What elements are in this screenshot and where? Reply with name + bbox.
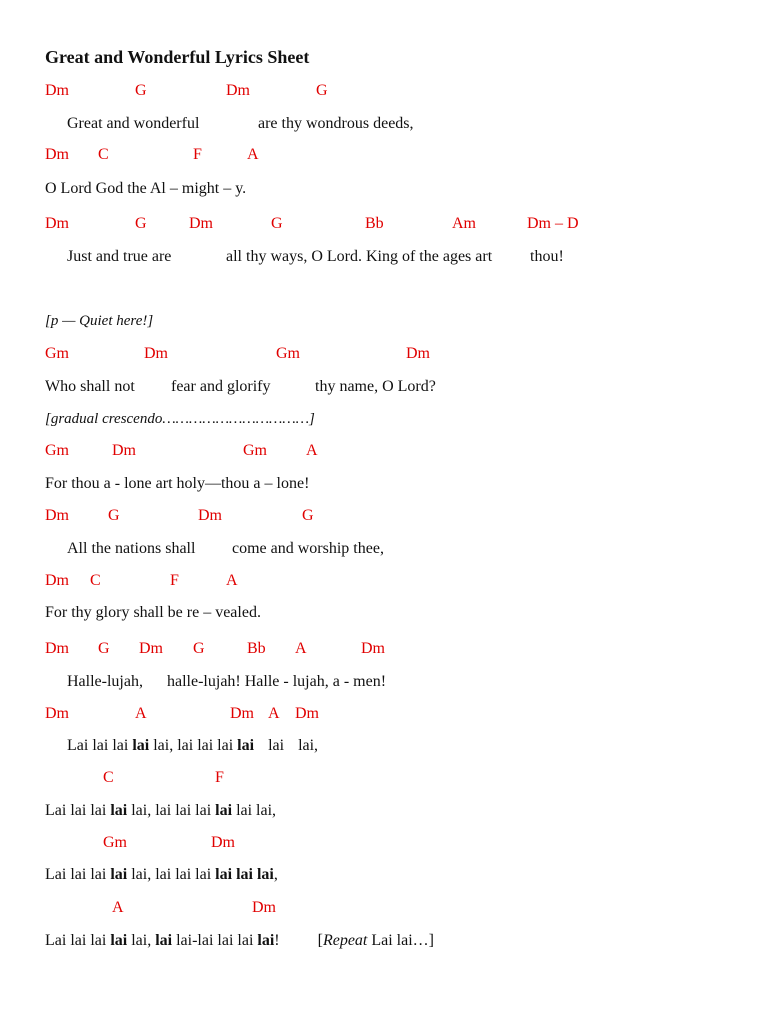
chord: Dm [295,705,319,722]
chord: Gm [243,442,267,459]
lyric-line: are thy wondrous deeds, [258,115,414,132]
chord: Dm [144,345,168,362]
chord: Am [452,215,476,232]
lyric-line: For thy glory shall be re – vealed. [45,604,261,621]
page-title: Great and Wonderful Lyrics Sheet [45,47,310,67]
chord: Gm [103,834,127,851]
chord: A [247,146,259,163]
lyric-line: thou! [530,248,564,265]
chord: G [271,215,283,232]
chord: Dm [361,640,385,657]
lyric-line: Lai lai lai lai lai, lai lai lai lai lai lai, [45,802,277,819]
chord: A [306,442,318,459]
chord: C [90,572,101,589]
chord: Dm [226,82,250,99]
chord: Gm [276,345,300,362]
chord: G [135,82,147,99]
chord: Bb [247,640,266,657]
chord: Gm [45,442,69,459]
chord: Dm [252,899,276,916]
chord: Bb [365,215,384,232]
lyric-line: Great and wonderful [67,115,200,132]
chord: C [103,769,114,786]
chord: F [193,146,202,163]
chord: G [316,82,328,99]
performance-note: [p — Quiet here!] [45,313,154,329]
chord: G [193,640,205,657]
chord: A [135,705,147,722]
chord: F [170,572,179,589]
lyric-line: Just and true are [67,248,172,265]
chord: Dm [211,834,235,851]
lyric-line: come and worship thee, [232,540,384,557]
chord: Dm [406,345,430,362]
chord: A [295,640,307,657]
chord: Dm [112,442,136,459]
lyric-line: For thou a - lone art holy—thou a – lone! [45,475,310,492]
chord: Dm [198,507,222,524]
chord: Dm [230,705,254,722]
lyric-line: Lai lai lai lai lai, lai lai-lai lai lai lai! [Repeat Lai lai…] [45,932,434,949]
chord: A [268,705,280,722]
lyric-line: O Lord God the Al – might – y. [45,180,247,197]
chord: Dm [45,82,69,99]
chord: Gm [45,345,69,362]
chord: Dm [45,146,69,163]
lyric-line: halle-lujah! Halle - lujah, a - men! [167,673,387,690]
chord: Dm [45,507,69,524]
chord: Dm [139,640,163,657]
chord: G [135,215,147,232]
lyric-line: thy name, O Lord? [315,378,436,395]
lyric-line: Who shall not [45,378,135,395]
chord: G [302,507,314,524]
chord: Dm [45,215,69,232]
lyric-line: all thy ways, O Lord. King of the ages art [226,248,493,265]
lyric-line: All the nations shall [67,540,196,557]
chord: G [108,507,120,524]
lyric-line: Lai lai lai lai lai, lai lai lai lai lai lai, [45,866,278,883]
lyric-line: Halle-lujah, [67,673,143,690]
chord: Dm [45,572,69,589]
chord: A [112,899,124,916]
chord: Dm [45,705,69,722]
chord: G [98,640,110,657]
chord: C [98,146,109,163]
lyric-line: fear and glorify [171,378,271,395]
lyric-line: Lai lai lai lai lai, lai lai lai lai lai lai, [67,737,319,754]
chord: A [226,572,238,589]
chord: Dm [45,640,69,657]
chord: F [215,769,224,786]
performance-note: [gradual crescendo……………………………] [45,411,315,427]
chord: Dm – D [527,215,579,232]
chord: Dm [189,215,213,232]
